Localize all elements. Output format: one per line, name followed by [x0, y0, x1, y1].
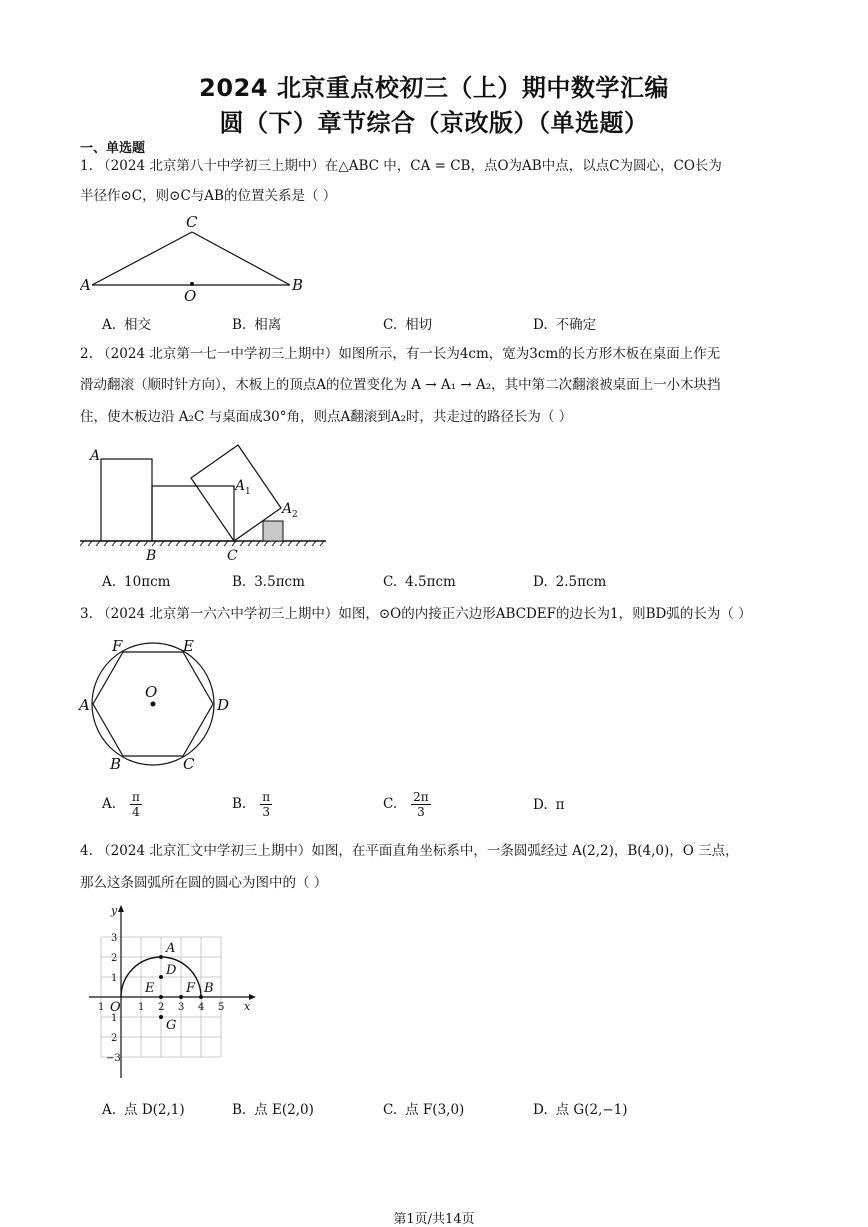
label-g: G [166, 1018, 177, 1033]
label-d: D [217, 696, 230, 714]
q4-option-a[interactable]: A. 点 D(2,1) [102, 1102, 185, 1118]
x-tick-5: 5 [218, 1002, 225, 1013]
page-title-line1: 2024 北京重点校初三（上）期中数学汇编 [199, 74, 669, 102]
q3-option-b[interactable]: B. $\frac{\pi}{3}$ [232, 790, 271, 819]
axis-x-label: x [244, 1000, 251, 1013]
x-tick-3: 3 [178, 1002, 185, 1013]
label-d: D [166, 963, 177, 978]
q1-option-c[interactable]: C. 相切 [383, 317, 433, 333]
q2-option-b[interactable]: B. 3.5πcm [232, 574, 305, 590]
q1-option-a[interactable]: A. 相交 [102, 317, 152, 333]
label-o: O [145, 683, 158, 701]
question-2-line-1: 2. （2024 北京第一七一中学初三上期中）如图所示，有一长为4cm，宽为3cm的长方形木板在桌面上作无 [80, 346, 721, 362]
label-b: B [292, 276, 304, 294]
x-tick-2: 2 [158, 1002, 165, 1013]
question-4-coordinate-figure [84, 900, 264, 1082]
section-title: 一、单选题 [80, 141, 146, 156]
page-footer: 第1页/共14页 [393, 1212, 475, 1227]
y-tick-neg2: 2 [111, 1033, 118, 1044]
q4-option-b[interactable]: B. 点 E(2,0) [232, 1102, 314, 1118]
question-2-line-3: 住，使木板边沿 A₂C 与桌面成30°角，则点A翻滚到A₂时，共走过的路径长为（ ） [80, 409, 573, 425]
label-f: F [186, 981, 196, 996]
label-f: F [112, 637, 123, 655]
x-tick-neg1: 1 [98, 1002, 105, 1013]
question-2-board-figure [80, 438, 340, 566]
q1-option-d[interactable]: D. 不确定 [533, 317, 597, 333]
x-tick-4: 4 [198, 1002, 205, 1013]
label-c: C [183, 755, 195, 773]
question-3-hexagon-figure [76, 630, 236, 778]
y-tick-1: 1 [111, 973, 118, 984]
label-e: E [183, 637, 194, 655]
label-a2: A [282, 501, 293, 517]
y-tick-neg1: 1 [111, 1013, 118, 1024]
label-a: A [90, 448, 101, 464]
q4-option-d[interactable]: D. 点 G(2,−1) [533, 1102, 628, 1118]
question-4-line-1: 4. （2024 北京汇文中学初三上期中）如图，在平面直角坐标系中，一条圆弧经过 A(2,2)，B(4,0)，O 三点， [80, 843, 739, 859]
question-1-line-1: 1. （2024 北京第八十中学初三上期中）在△ABC 中，CA = CB，点O为AB中点，以点C为圆心，CO长为 [80, 158, 722, 174]
y-tick-3: 3 [111, 933, 118, 944]
label-a2-sub: 2 [292, 510, 298, 520]
q3-option-a[interactable]: A. $\frac{\pi}{4}$ [102, 790, 140, 819]
label-c: C [186, 213, 198, 231]
question-4-line-2: 那么这条圆弧所在圆的圆心为图中的（ ） [80, 875, 328, 891]
label-b: B [146, 548, 157, 564]
page-title-line2: 圆（下）章节综合（京改版）（单选题） [219, 109, 649, 137]
label-c: C [227, 548, 238, 564]
q2-option-a[interactable]: A. 10πcm [102, 574, 171, 590]
label-a: A [166, 941, 176, 956]
label-a1-sub: 1 [245, 487, 251, 497]
q2-option-c[interactable]: C. 4.5πcm [383, 574, 456, 590]
y-tick-neg3: −3 [106, 1053, 121, 1064]
label-o: O [110, 1000, 121, 1015]
q3-option-d[interactable]: D. π [533, 797, 565, 813]
label-b: B [204, 981, 214, 996]
label-b: B [110, 755, 122, 773]
q4-option-c[interactable]: C. 点 F(3,0) [383, 1102, 465, 1118]
question-3-line-1: 3. （2024 北京第一六六中学初三上期中）如图，⊙O的内接正六边形ABCDEF的边长为1，则BD弧的长为（ ） [80, 606, 752, 622]
x-tick-1: 1 [138, 1002, 145, 1013]
axis-y-label: y [111, 904, 118, 917]
question-1-triangle-figure [80, 212, 310, 304]
label-o: O [184, 287, 197, 304]
label-a1: A [235, 478, 246, 494]
label-e: E [145, 981, 155, 996]
q1-option-b[interactable]: B. 相离 [232, 317, 282, 333]
question-1-line-2: 半径作⊙C，则⊙C与AB的位置关系是（ ） [80, 188, 337, 204]
q3-option-c[interactable]: C. $\frac{2\pi}{3}$ [383, 790, 429, 819]
question-2-line-2: 滑动翻滚（顺时针方向），木板上的顶点A的位置变化为 A → A₁ → A₂，其中第二次翻滚被桌面上一小木块挡 [80, 377, 721, 393]
y-tick-2: 2 [111, 953, 118, 964]
q2-option-d[interactable]: D. 2.5πcm [533, 574, 607, 590]
label-a: A [79, 696, 90, 714]
label-a: A [80, 276, 91, 294]
